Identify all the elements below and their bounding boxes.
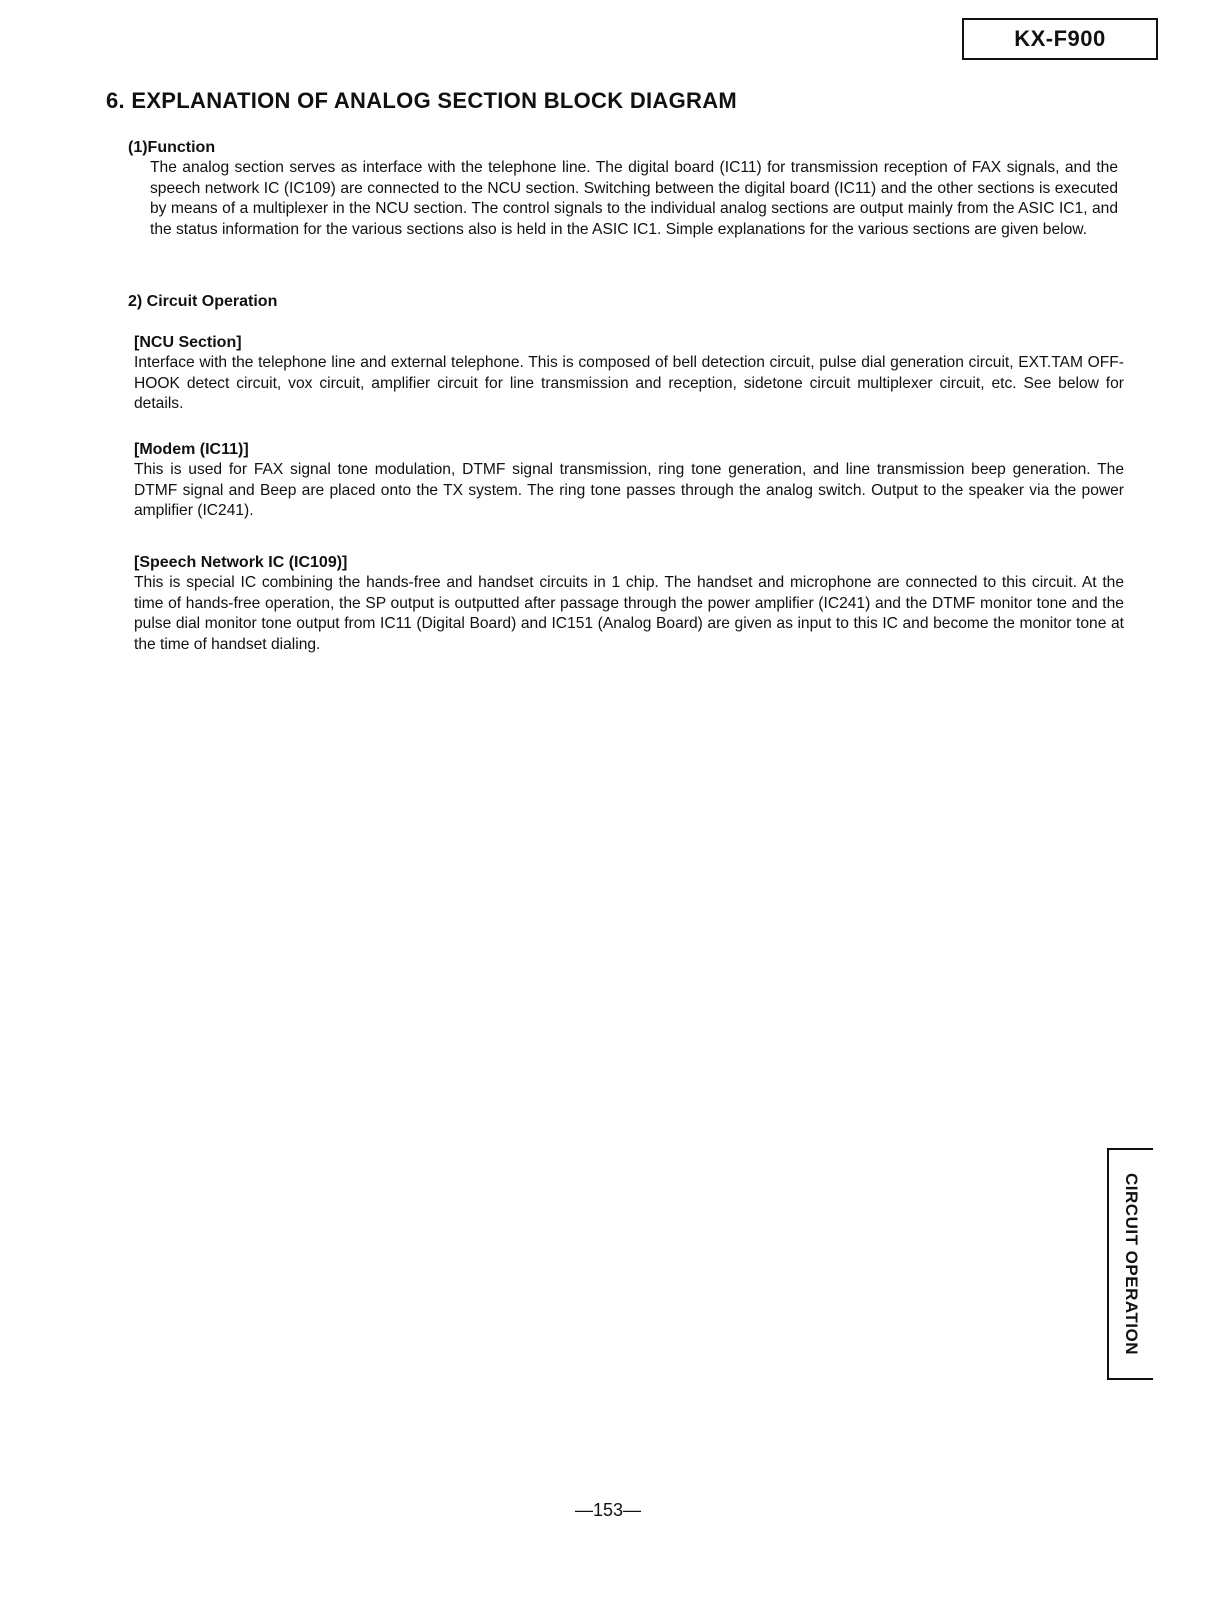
page-number: —153— [574, 1500, 642, 1520]
ncu-heading: [NCU Section] [134, 334, 242, 351]
model-number-box [962, 18, 1158, 60]
function-paragraph: The analog section serves as interface with the telephone line. The digital board (IC11) for transmission reception of FAX signals, and the speech network IC (IC109) are connected to the NCU section. Switching between the digital board (IC11) and the other sections is executed by means of a multiplexer in the NCU section. The control signals to the individual analog sections are output mainly from the ASIC IC1, and the status information for the various sections also is held in the ASIC IC1. Simple explanations for the various sections are given below. [150, 159, 1118, 238]
model-number: KX-F900 [1014, 26, 1106, 51]
ncu-paragraph: Interface with the telephone line and external telephone. This is composed of bell detection circuit, pulse dial generation circuit, EXT.TAM OFF-HOOK detect circuit, vox circuit, amplifier circuit for line transmission and reception, sidetone circuit multiplexer circuit, etc. See below for details. [134, 354, 1124, 412]
speech-network-section [134, 553, 1124, 655]
section-title: 6. EXPLANATION OF ANALOG SECTION BLOCK DIAGRAM [106, 88, 738, 113]
speech-network-paragraph: This is special IC combining the hands-free and handset circuits in 1 chip. The handset and microphone are connected to this circuit. At the time of hands-free operation, the SP output is outputted after passage through the power amplifier (IC241) and the DTMF monitor tone and the pulse dial monitor tone output from IC11 (Digital Board) and IC151 (Analog Board) are given as input to this IC and become the monitor tone at the time of handset dialing. [134, 574, 1124, 653]
function-section [128, 138, 1118, 240]
function-heading: (1)Function [128, 139, 216, 156]
circuit-operation-heading: 2) Circuit Operation [128, 293, 278, 310]
side-tab-label: CIRCUIT OPERATION [1122, 1173, 1141, 1355]
speech-network-heading: [Speech Network IC (IC109)] [134, 554, 348, 571]
ncu-section [134, 333, 1124, 415]
section-side-tab [1107, 1148, 1153, 1380]
modem-heading: [Modem (IC11)] [134, 441, 249, 458]
circuit-operation-section [128, 292, 1118, 312]
modem-paragraph: This is used for FAX signal tone modulation, DTMF signal transmission, ring tone generation, and line transmission beep generation. The DTMF signal and Beep are placed onto the TX system. The ring tone passes through the analog switch. Output to the speaker via the power amplifier (IC241). [134, 461, 1124, 519]
modem-section [134, 440, 1124, 522]
